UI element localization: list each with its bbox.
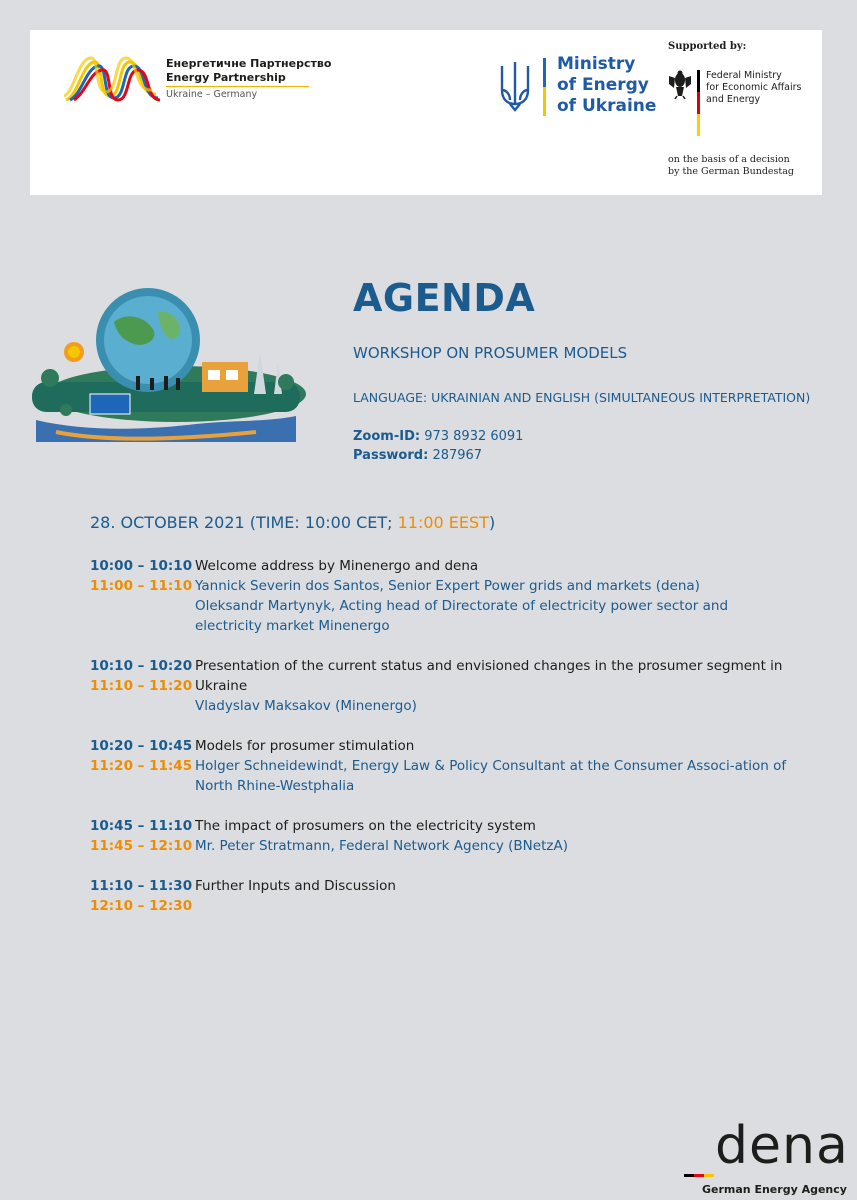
agenda-speaker: Mr. Peter Stratmann, Federal Network Agency (BNetzA) <box>195 838 568 854</box>
federal-line-2: for Economic Affairs <box>706 82 802 93</box>
time-eest: 11:20 – 11:45 <box>90 758 193 774</box>
ep-countries: Ukraine – Germany <box>166 86 309 102</box>
date-main: 28. OCTOBER 2021 (TIME: 10:00 CET; <box>90 513 398 532</box>
password-row <box>353 446 523 465</box>
date-heading <box>90 513 495 532</box>
ministry-line-1: Ministry <box>557 54 636 74</box>
ministry-line-2: of Energy <box>557 75 649 95</box>
germany-flag-bar <box>697 70 700 136</box>
energy-partnership-text <box>166 57 331 102</box>
agenda-topic: Models for prosumer stimulation <box>195 738 415 754</box>
time-eest: 11:45 – 12:10 <box>90 838 193 854</box>
zoom-id-row <box>353 427 523 446</box>
ep-english-name: Energy Partnership <box>166 71 286 84</box>
energy-partnership-logo <box>64 56 160 104</box>
time-eest: 11:10 – 11:20 <box>90 678 193 694</box>
trident-icon <box>498 60 532 112</box>
agenda-item <box>90 656 790 716</box>
agenda-times <box>90 816 195 856</box>
zoom-id-label: Zoom-ID: <box>353 429 421 444</box>
ministry-line-3: of Ukraine <box>557 96 657 116</box>
time-cet: 10:20 – 10:45 <box>90 738 193 754</box>
agenda-item <box>90 736 790 796</box>
header-banner <box>30 30 822 195</box>
agenda-speaker: Yannick Severin dos Santos, Senior Expert Power grids and markets (dena) <box>195 578 700 594</box>
language-info: LANGUAGE: UKRAINIAN AND ENGLISH (SIMULTANEOUS INTERPRETATION) <box>353 390 811 405</box>
time-eest: 11:00 – 11:10 <box>90 578 193 594</box>
agenda-item <box>90 556 790 636</box>
time-cet: 11:10 – 11:30 <box>90 878 193 894</box>
agenda-content <box>195 556 790 636</box>
german-eagle-icon <box>668 70 692 100</box>
dena-subtitle: German Energy Agency <box>702 1183 847 1196</box>
ukraine-flag-bar <box>543 58 546 116</box>
password-label: Password: <box>353 448 429 463</box>
agenda-topic: The impact of prosumers on the electricity system <box>195 818 536 834</box>
agenda-times <box>90 656 195 696</box>
agenda-item <box>90 876 790 914</box>
agenda-topic: Presentation of the current status and envisioned changes in the prosumer segment in Ukraine <box>195 658 783 694</box>
agenda-content <box>195 656 790 716</box>
agenda-item <box>90 816 790 856</box>
agenda-times <box>90 736 195 776</box>
workshop-subtitle: WORKSHOP ON PROSUMER MODELS <box>353 344 628 362</box>
zoom-id-value: 973 8932 6091 <box>424 429 524 444</box>
agenda-content <box>195 816 790 856</box>
bundestag-note-line-1: on the basis of a decision <box>668 154 790 165</box>
agenda-content <box>195 876 790 896</box>
supported-by-label: Supported by: <box>668 41 747 52</box>
agenda-speaker: Holger Schneidewindt, Energy Law & Policy Consultant at the Consumer Associ-ation of North Rhine-Westphalia <box>195 758 787 794</box>
federal-line-3: and Energy <box>706 94 761 105</box>
time-eest: 12:10 – 12:30 <box>90 898 193 914</box>
password-value: 287967 <box>432 448 483 463</box>
federal-ministry-text <box>706 70 801 106</box>
date-eest: 11:00 EEST <box>397 513 489 532</box>
time-cet: 10:00 – 10:10 <box>90 558 193 574</box>
dena-stripe <box>684 1174 714 1177</box>
agenda-content <box>195 736 790 796</box>
bundestag-note-line-2: by the German Bundestag <box>668 166 794 177</box>
agenda-topic: Welcome address by Minenergo and dena <box>195 558 479 574</box>
agenda-speaker: Oleksandr Martynyk, Acting head of Directorate of electricity power sector and electricity market Minenergo <box>195 598 729 634</box>
page-title: AGENDA <box>353 276 536 320</box>
federal-line-1: Federal Ministry <box>706 70 782 81</box>
energy-landscape-illustration <box>26 282 306 452</box>
ministry-energy-ukraine <box>557 54 656 117</box>
zoom-info <box>353 427 523 465</box>
bundestag-note <box>668 154 794 178</box>
agenda-times <box>90 556 195 596</box>
agenda-speaker: Vladyslav Maksakov (Minenergo) <box>195 698 417 714</box>
date-close: ) <box>488 513 496 532</box>
time-cet: 10:45 – 11:10 <box>90 818 193 834</box>
dena-logo: dena <box>715 1116 849 1176</box>
agenda-list <box>90 556 790 916</box>
agenda-times <box>90 876 195 916</box>
ep-ukrainian-name: Енергетичне Партнерство <box>166 57 332 70</box>
time-cet: 10:10 – 10:20 <box>90 658 193 674</box>
agenda-topic: Further Inputs and Discussion <box>195 878 396 894</box>
